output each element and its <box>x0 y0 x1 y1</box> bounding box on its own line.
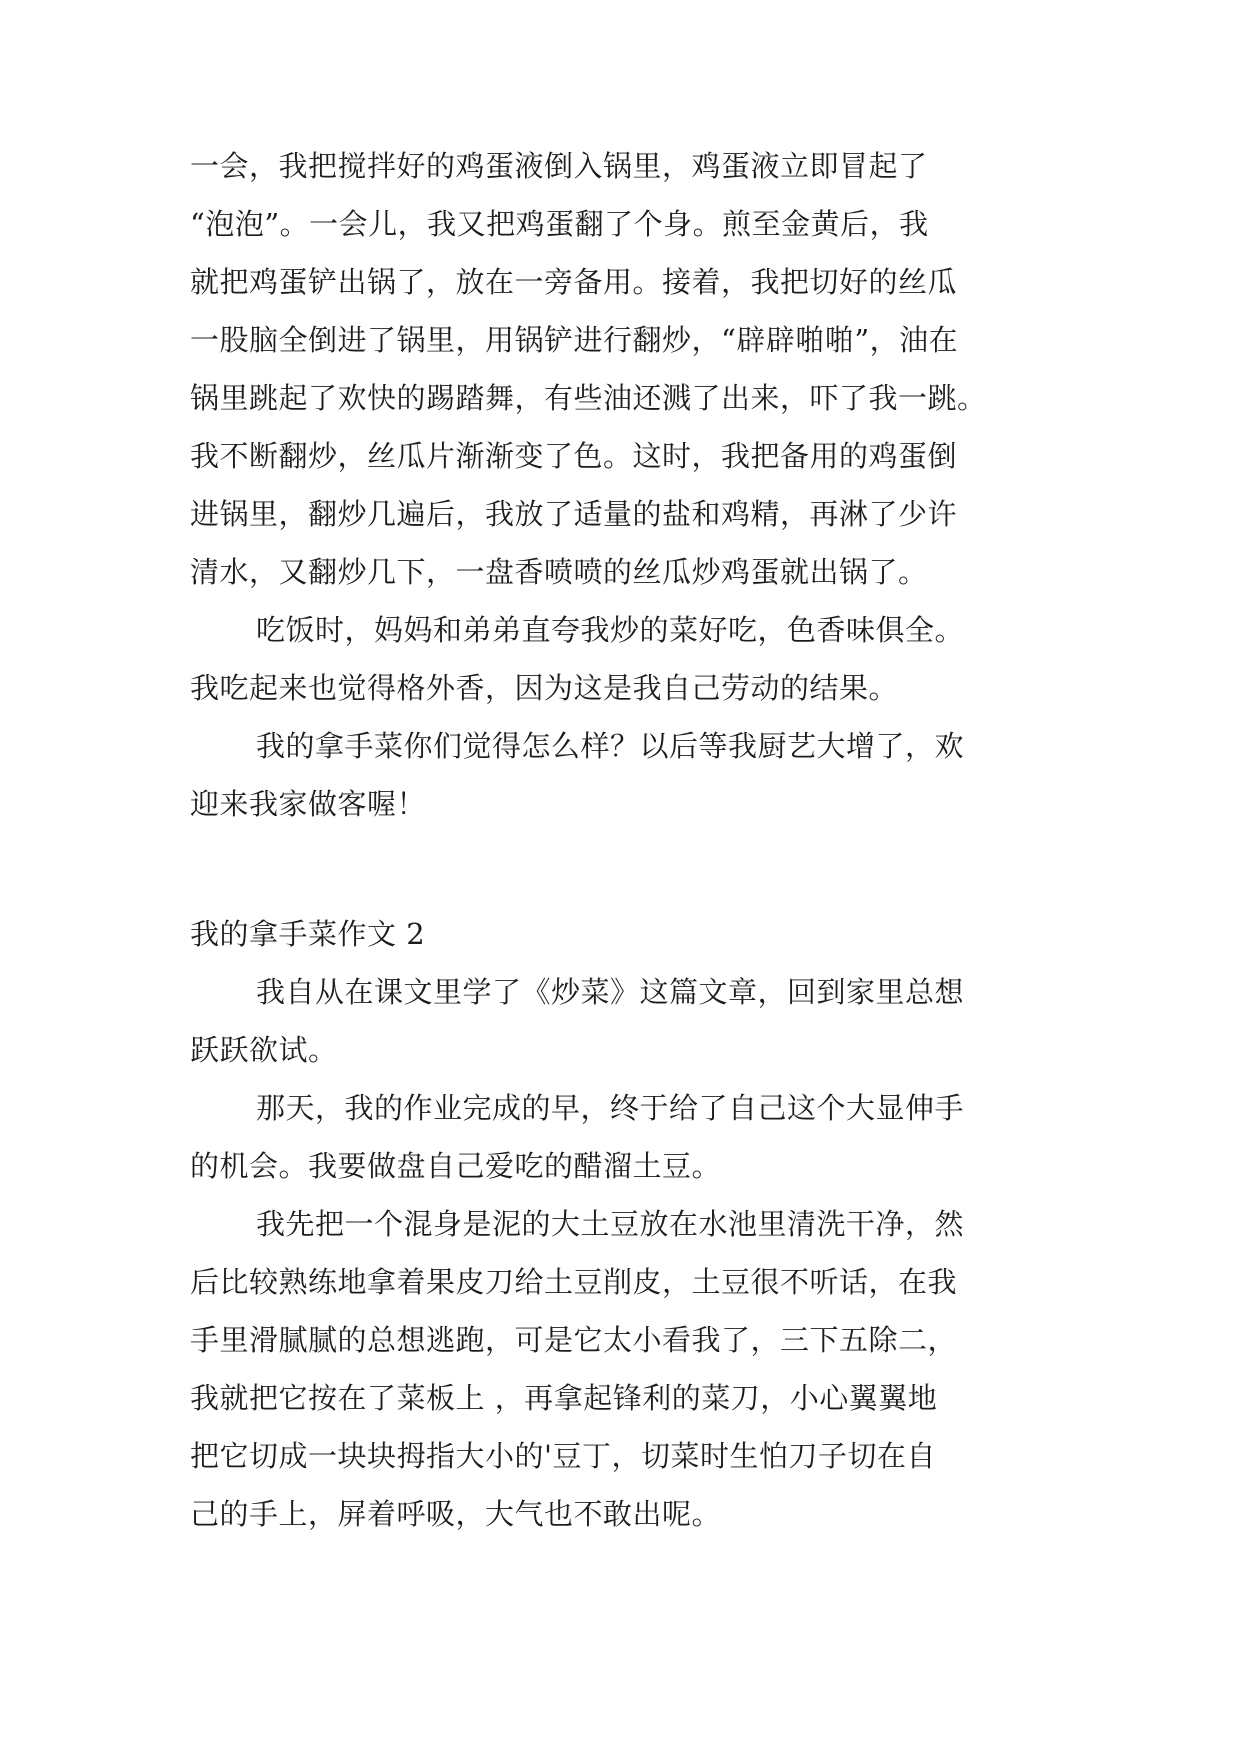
paragraph-line: 进锅里，翻炒几遍后，我放了适量的盐和鸡精，再淋了少许 <box>190 497 958 531</box>
paragraph-line: 清水，又翻炒几下，一盘香喷喷的丝瓜炒鸡蛋就出锅了。 <box>190 555 928 589</box>
paragraph-line: 我先把一个混身是泥的大土豆放在水池里清洗干净，然 <box>256 1207 965 1241</box>
section-heading: 我的拿手菜作文 2 <box>190 917 426 951</box>
paragraph-line: 迎来我家做客喔！ <box>190 787 427 821</box>
paragraph-line: 我自从在课文里学了《炒菜》这篇文章，回到家里总想 <box>256 975 965 1009</box>
paragraph-line: 那天，我的作业完成的早，终于给了自己这个大显伸手 <box>256 1091 965 1125</box>
paragraph-line: 己的手上，屏着呼吸，大气也不敢出呢。 <box>190 1497 722 1531</box>
paragraph-line: 一股脑全倒进了锅里，用锅铲进行翻炒，“辟辟啪啪”，油在 <box>190 323 959 357</box>
paragraph-line: 一会，我把搅拌好的鸡蛋液倒入锅里，鸡蛋液立即冒起了 <box>190 149 928 183</box>
paragraph-line: 手里滑腻腻的总想逃跑，可是它太小看我了，三下五除二， <box>190 1323 958 1357</box>
paragraph-line: “泡泡”。一会儿，我又把鸡蛋翻了个身。煎至金黄后，我 <box>190 207 929 241</box>
paragraph-line: 后比较熟练地拿着果皮刀给土豆削皮，土豆很不听话，在我 <box>190 1265 958 1299</box>
paragraph-line: 我就把它按在了菜板上 ，再拿起锋利的菜刀，小心翼翼地 <box>190 1381 938 1415</box>
paragraph-line: 我不断翻炒，丝瓜片渐渐变了色。这时，我把备用的鸡蛋倒 <box>190 439 958 473</box>
paragraph-line: 的机会。我要做盘自己爱吃的醋溜土豆。 <box>190 1149 722 1183</box>
paragraph-line: 吃饭时，妈妈和弟弟直夸我炒的菜好吃，色香味俱全。 <box>256 613 965 647</box>
paragraph-line: 跃跃欲试。 <box>190 1033 338 1067</box>
paragraph-line: 把它切成一块块拇指大小的'豆丁，切菜时生怕刀子切在自 <box>190 1439 936 1473</box>
paragraph-line: 就把鸡蛋铲出锅了，放在一旁备用。接着，我把切好的丝瓜 <box>190 265 958 299</box>
paragraph-line: 我的拿手菜你们觉得怎么样？以后等我厨艺大增了，欢 <box>256 729 965 763</box>
paragraph-line: 锅里跳起了欢快的踢踏舞，有些油还溅了出来，吓了我一跳。 <box>190 381 987 415</box>
paragraph-line: 我吃起来也觉得格外香，因为这是我自己劳动的结果。 <box>190 671 899 705</box>
